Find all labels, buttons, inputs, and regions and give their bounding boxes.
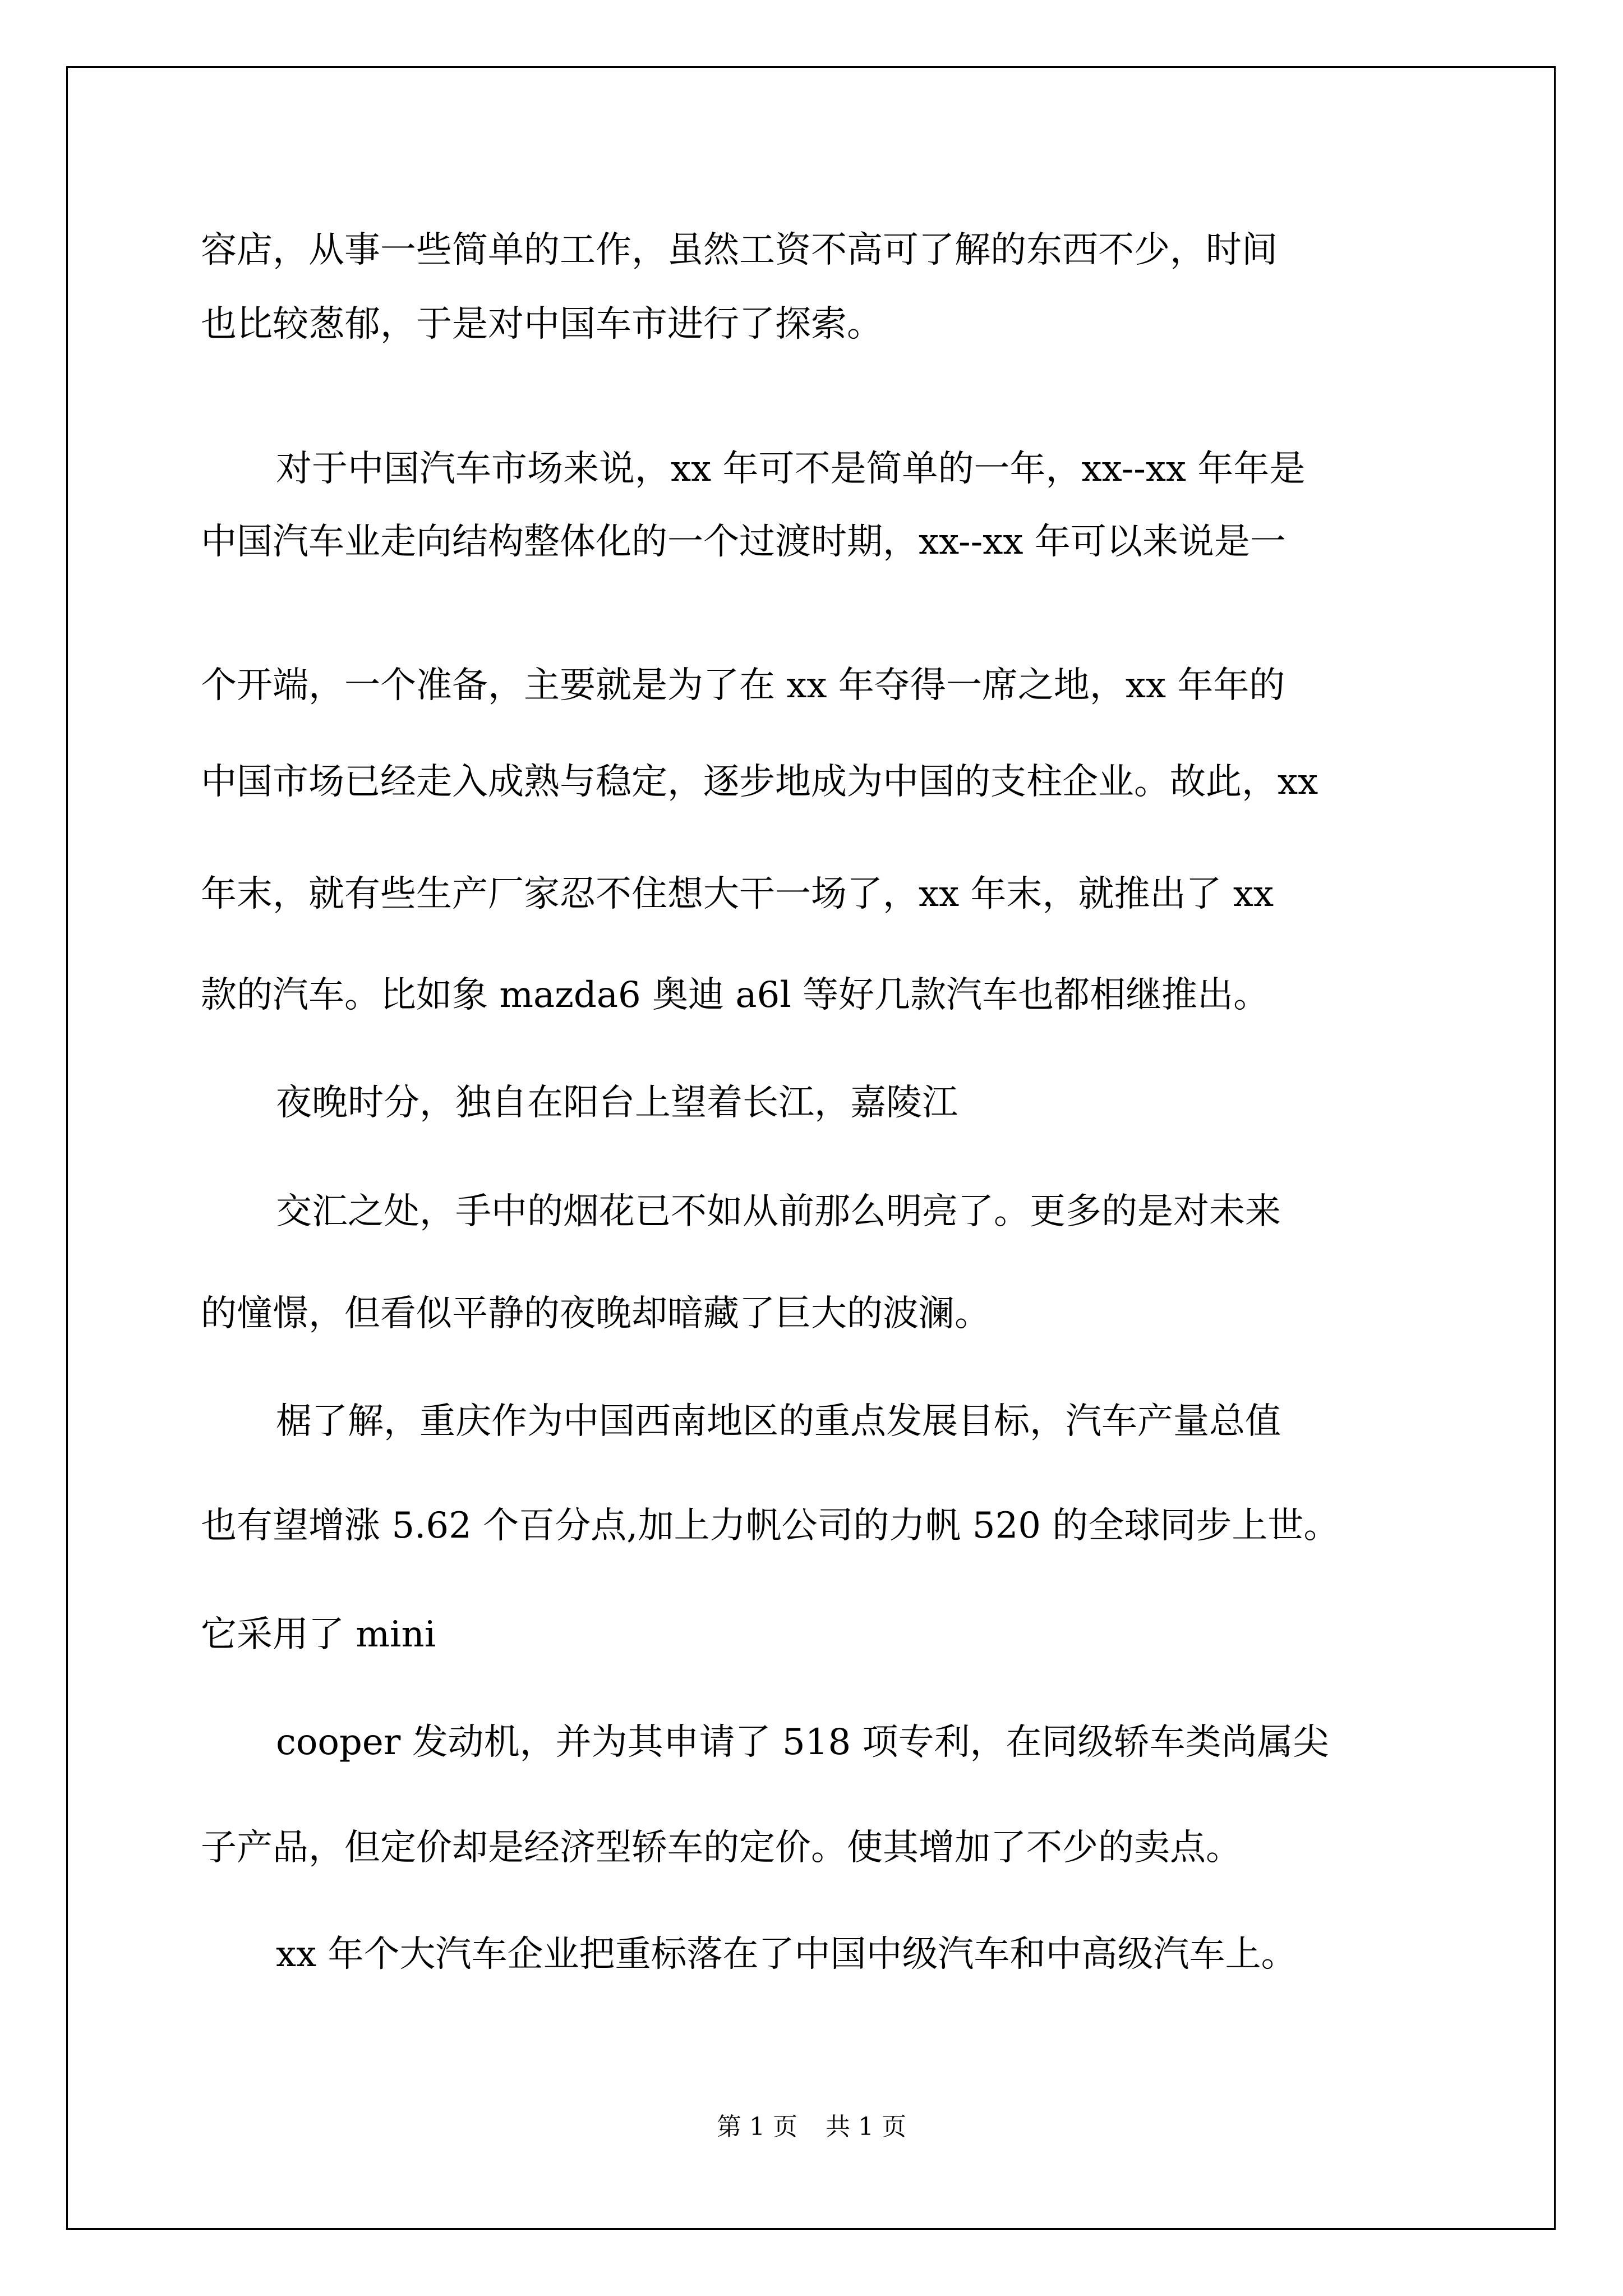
text-line: 中国汽车业走向结构整体化的一个过渡时期，xx--xx 年可以来说是一 — [201, 521, 1286, 563]
text-line: 的憧憬，但看似平静的夜晚却暗藏了巨大的波澜。 — [201, 1293, 990, 1335]
text-line: 容店，从事一些简单的工作，虽然工资不高可了解的东西不少，时间 — [201, 229, 1278, 271]
text-line: 个开端，一个准备，主要就是为了在 xx 年夺得一席之地，xx 年年的 — [201, 665, 1285, 706]
text-line: 椐了解，重庆作为中国西南地区的重点发展目标，汽车产量总值 — [276, 1401, 1281, 1442]
text-line: 中国市场已经走入成熟与稳定，逐步地成为中国的支柱企业。故此，xx — [201, 761, 1318, 803]
text-line: 年末，就有些生产厂家忍不住想大干一场了，xx 年末，就推出了 xx — [201, 873, 1274, 915]
text-line: 也比较葱郁，于是对中国车市进行了探索。 — [201, 303, 883, 345]
text-line: 也有望增涨 5.62 个百分点,加上力帆公司的力帆 520 的全球同步上世。 — [201, 1505, 1340, 1547]
text-line: 子产品，但定价却是经济型轿车的定价。使其增加了不少的卖点。 — [201, 1827, 1242, 1869]
text-line: 对于中国汽车市场来说，xx 年可不是简单的一年，xx--xx 年年是 — [276, 448, 1306, 490]
text-line: 款的汽车。比如象 mazda6 奥迪 a6l 等好几款汽车也都相继推出。 — [201, 974, 1270, 1016]
page-frame — [66, 66, 1556, 2230]
page-total: 共 1 页 — [826, 2113, 906, 2141]
text-line: 它采用了 mini — [201, 1614, 436, 1655]
text-line: 交汇之处，手中的烟花已不如从前那么明亮了。更多的是对未来 — [276, 1191, 1281, 1232]
text-line: 夜晚时分，独自在阳台上望着长江，嘉陵江 — [276, 1082, 958, 1124]
page-number: 第 1 页 — [717, 2113, 797, 2141]
text-line: cooper 发动机，并为其申请了 518 项专利，在同级轿车类尚属尖 — [276, 1722, 1329, 1763]
page-footer — [0, 2115, 1623, 2139]
text-line: xx 年个大汽车企业把重标落在了中国中级汽车和中高级汽车上。 — [276, 1934, 1297, 1975]
